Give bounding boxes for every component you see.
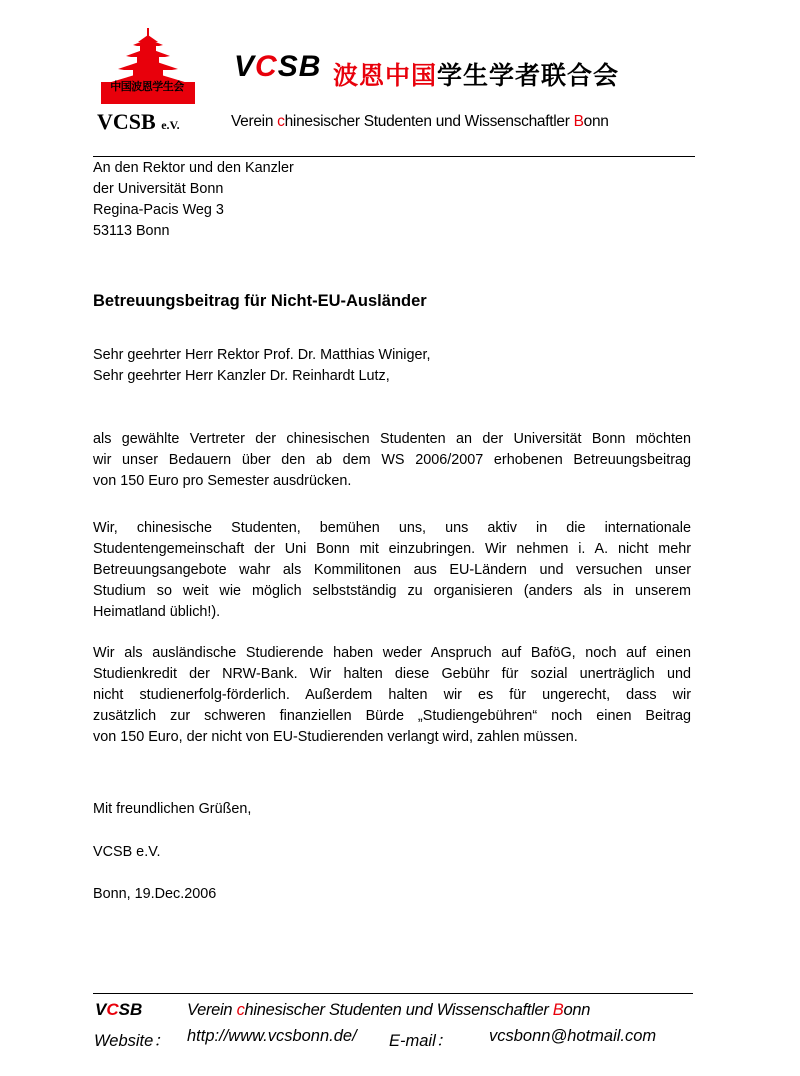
- recipient-line: der Universität Bonn: [93, 181, 224, 197]
- pagoda-icon: [93, 26, 203, 106]
- header-english-name: [231, 113, 609, 131]
- paragraph-line: Studentengemeinschaft der Uni Bonn mit einzubringen. Wir nehmen i. A. nicht mehr: [93, 541, 691, 557]
- chinese-name-black: 学生学者联合会: [437, 61, 620, 90]
- closing: Mit freundlichen Grüßen,: [93, 801, 252, 817]
- chinese-name-red: 波恩中国: [333, 61, 438, 90]
- body-paragraph: [93, 643, 691, 748]
- footer-english-name: [187, 1001, 590, 1020]
- english-name-part: onn: [583, 113, 609, 130]
- paragraph-line: als gewählte Vertreter der chinesischen Studenten an der Universität Bonn möchten: [93, 431, 691, 447]
- body-paragraph: [93, 429, 691, 492]
- paragraph-line: wir unser Bedauern über den ab dem WS 2006/2007 erhobenen Betreuungsbeitrag: [93, 452, 691, 468]
- brand-letter-v: V: [234, 50, 256, 83]
- signature: VCSB e.V.: [93, 844, 161, 860]
- brand-letters-sb: SB: [118, 1000, 143, 1019]
- paragraph-line: zusätzlich zur schweren finanziellen Bürde „Studiengebühren“ noch einen Beitrag: [93, 708, 691, 724]
- brand-letters-sb: SB: [277, 50, 322, 83]
- paragraph-line: von 150 Euro pro Semester ausdrücken.: [93, 473, 352, 489]
- vcsb-seal-logo: [93, 26, 203, 136]
- footer-brand-logo: [95, 1000, 142, 1020]
- recipient-line: An den Rektor und den Kanzler: [93, 160, 294, 176]
- email-label: E-mail：: [389, 1032, 453, 1050]
- paragraph-line: Betreuungsangebote wahr als Kommilitonen aus EU-Ländern und versuchen unser: [93, 562, 691, 578]
- paragraph-line: Studienkredit der NRW-Bank. Wir halten diese Gebühr für sozial unerträglich und: [93, 666, 691, 682]
- brand-letter-c: C: [255, 50, 278, 83]
- brand-letter-v: V: [95, 1000, 107, 1019]
- english-name-accent-b: B: [573, 113, 584, 130]
- header-divider: [93, 156, 695, 157]
- email-link[interactable]: vcsbonn@hotmail.com: [489, 1027, 657, 1045]
- english-name-accent-b: B: [552, 1001, 564, 1019]
- seal-suffix: e.V.: [161, 118, 180, 132]
- footer-divider: [93, 993, 693, 994]
- english-name-part: Verein: [187, 1001, 237, 1019]
- recipient-line: Regina-Pacis Weg 3: [93, 202, 224, 218]
- seal-chinese-text: 中国波恩学生会: [110, 80, 184, 93]
- paragraph-line: von 150 Euro, der nicht von EU-Studierenden verlangt wird, zahlen müssen.: [93, 729, 578, 745]
- letter-subject: Betreuungsbeitrag für Nicht-EU-Ausländer: [93, 292, 427, 310]
- paragraph-line: Heimatland üblich!).: [93, 604, 221, 620]
- header-brand-logo: [234, 50, 321, 84]
- place-date: Bonn, 19.Dec.2006: [93, 886, 217, 902]
- brand-letter-c: C: [106, 1000, 119, 1019]
- english-name-part: onn: [563, 1001, 591, 1019]
- paragraph-line: Wir als ausländische Studierende haben weder Anspruch auf BaföG, noch auf einen: [93, 645, 691, 661]
- paragraph-line: Wir, chinesische Studenten, bemühen uns, uns aktiv in die internationale: [93, 520, 691, 536]
- paragraph-line: nicht studienerfolg-förderlich. Außerdem halten wir es für ungerecht, dass wir: [93, 687, 691, 703]
- english-name-part: Verein: [231, 113, 278, 130]
- seal-name-text: VCSB: [97, 109, 156, 134]
- header-chinese-name: [333, 56, 619, 92]
- english-name-accent-c: c: [236, 1001, 245, 1019]
- seal-name: [97, 109, 180, 135]
- website-label: Website：: [94, 1032, 170, 1050]
- english-name-accent-c: c: [277, 113, 285, 130]
- english-name-part: hinesischer Studenten und Wissenschaftler: [284, 113, 574, 130]
- salutation-line: Sehr geehrter Herr Kanzler Dr. Reinhardt Lutz,: [93, 368, 390, 384]
- english-name-part: hinesischer Studenten und Wissenschaftler: [244, 1001, 553, 1019]
- body-paragraph: [93, 518, 691, 623]
- paragraph-line: Studium so weit wie möglich selbstständig zu organisieren (anders als in unserem: [93, 583, 691, 599]
- website-link[interactable]: http://www.vcsbonn.de/: [187, 1027, 357, 1045]
- salutation-line: Sehr geehrter Herr Rektor Prof. Dr. Matthias Winiger,: [93, 347, 431, 363]
- recipient-line: 53113 Bonn: [93, 223, 170, 239]
